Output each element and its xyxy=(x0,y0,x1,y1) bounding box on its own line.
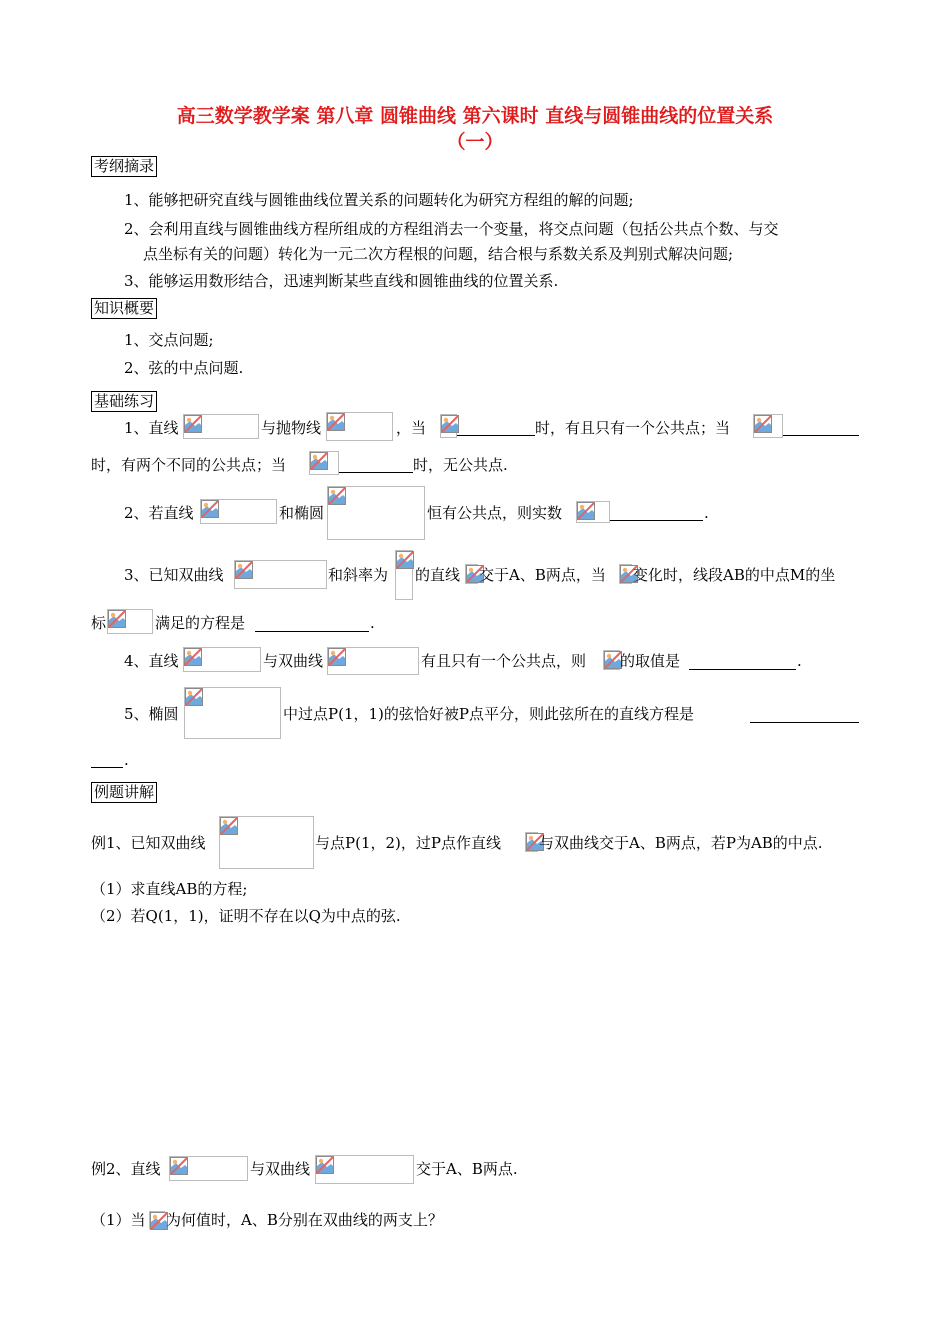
broken-image-icon xyxy=(316,1156,334,1174)
formula-image xyxy=(619,564,632,584)
broken-image-icon xyxy=(185,688,203,706)
formula-image xyxy=(395,550,413,600)
q2-text-b: 和椭圆 xyxy=(279,504,325,522)
answer-blank xyxy=(91,766,123,768)
broken-image-icon xyxy=(201,500,219,518)
q5-text-a: 5、椭圆 xyxy=(124,705,179,723)
q1-text-c: ，当 xyxy=(396,419,427,437)
q3-text-b: 和斜率为 xyxy=(328,566,389,584)
formula-image xyxy=(315,1155,414,1184)
example2-text-c: 交于A、B两点. xyxy=(416,1160,518,1178)
example1-text-a: 例1、已知双曲线 xyxy=(91,834,206,852)
q4-text-a: 4、直线 xyxy=(124,652,179,670)
example2-part-1-a: （1）当 xyxy=(91,1211,146,1229)
formula-image xyxy=(234,560,327,589)
page-subtitle: （一） xyxy=(446,131,504,153)
formula-image xyxy=(753,414,783,438)
broken-image-icon xyxy=(108,610,126,628)
q5-text-b: 中过点P(1，1)的弦恰好被P点平分，则此弦所在的直线方程是 xyxy=(283,705,694,723)
q3-text-a: 3、已知双曲线 xyxy=(124,566,224,584)
q3-text-f: 标 xyxy=(91,614,107,632)
answer-blank xyxy=(339,471,413,473)
answer-blank xyxy=(689,668,796,670)
q1-text-a: 1、直线 xyxy=(124,419,179,437)
formula-image xyxy=(440,414,457,438)
outline-item-3: 3、能够运用数形结合，迅速判断某些直线和圆锥曲线的位置关系. xyxy=(124,272,559,290)
answer-blank xyxy=(783,434,859,436)
broken-image-icon xyxy=(310,452,328,470)
q2-text-c: 恒有公共点，则实数 xyxy=(427,504,563,522)
broken-image-icon xyxy=(328,648,346,666)
section-examples-heading: 例题讲解 xyxy=(91,782,157,803)
section-basic-heading: 基础练习 xyxy=(91,391,157,412)
broken-image-icon xyxy=(754,415,772,433)
formula-image xyxy=(309,451,339,475)
example1-text-b: 与点P(1，2)，过P点作直线 xyxy=(315,834,501,852)
formula-image xyxy=(183,647,261,672)
outline-item-2a: 2、会利用直线与圆锥曲线方程所组成的方程组消去一个变量，将交点问题（包括公共点个数、与交 xyxy=(124,220,779,238)
q3-text-e: 变化时，线段AB的中点M的坐 xyxy=(633,566,836,584)
q4-text-c: 有且只有一个公共点，则 xyxy=(421,652,587,670)
formula-image xyxy=(219,816,314,869)
broken-image-icon xyxy=(396,551,414,569)
formula-image xyxy=(326,412,393,441)
broken-image-icon xyxy=(441,415,459,433)
formula-image xyxy=(107,609,153,634)
example1-part-1: （1）求直线AB的方程; xyxy=(91,880,248,898)
q1-text-d: 时，有且只有一个公共点；当 xyxy=(535,419,731,437)
q3-text-d: 交于A、B两点，当 xyxy=(479,566,606,584)
formula-image xyxy=(576,501,610,523)
formula-image xyxy=(327,647,419,675)
outline-item-2b: 点坐标有关的问题）转化为一元二次方程根的问题，结合根与系数关系及判别式解决问题; xyxy=(143,245,734,263)
section-knowledge-heading: 知识概要 xyxy=(91,298,157,319)
broken-image-icon xyxy=(235,561,253,579)
answer-blank xyxy=(610,519,703,521)
formula-image xyxy=(149,1211,165,1229)
knowledge-item-2: 2、弦的中点问题. xyxy=(124,359,244,377)
answer-blank xyxy=(457,434,535,436)
section-outline-heading: 考纲摘录 xyxy=(91,156,157,177)
example1-part-2: （2）若Q(1，1)，证明不存在以Q为中点的弦. xyxy=(91,907,401,925)
broken-image-icon xyxy=(577,502,595,520)
outline-item-1: 1、能够把研究直线与圆锥曲线位置关系的问题转化为研究方程组的解的问题; xyxy=(124,191,634,209)
example2-text-b: 与双曲线 xyxy=(250,1160,311,1178)
q2-text-a: 2、若直线 xyxy=(124,504,194,522)
knowledge-item-1: 1、交点问题; xyxy=(124,331,214,349)
example2-text-a: 例2、直线 xyxy=(91,1160,161,1178)
q1-text-b: 与抛物线 xyxy=(261,419,322,437)
page-title: 高三数学教学案 第八章 圆锥曲线 第六课时 直线与圆锥曲线的位置关系 xyxy=(176,105,774,127)
q4-text-b: 与双曲线 xyxy=(263,652,324,670)
q3-text-c: 的直线 xyxy=(415,566,461,584)
formula-image xyxy=(603,650,620,670)
q1-text-e: 时，有两个不同的公共点；当 xyxy=(91,456,287,474)
broken-image-icon xyxy=(170,1157,188,1175)
formula-image xyxy=(465,564,478,584)
broken-image-icon xyxy=(327,413,345,431)
q1-text-f: 时，无公共点. xyxy=(413,456,508,474)
q3-text-g: 满足的方程是 xyxy=(155,614,246,632)
q5-text-c: . xyxy=(124,751,129,769)
broken-image-icon xyxy=(220,817,238,835)
broken-image-icon xyxy=(328,487,346,505)
formula-image xyxy=(169,1156,248,1181)
q4-text-e: . xyxy=(797,652,802,670)
q2-text-d: . xyxy=(704,504,709,522)
answer-blank xyxy=(255,630,369,632)
example2-part-1-b: 为何值时，A、B分别在双曲线的两支上？ xyxy=(166,1211,443,1229)
formula-image xyxy=(183,414,259,439)
example1-text-c: 与双曲线交于A、B两点，若P为AB的中点. xyxy=(539,834,823,852)
formula-image xyxy=(327,486,425,540)
formula-image xyxy=(525,832,538,852)
formula-image xyxy=(200,499,277,524)
q3-text-h: . xyxy=(370,614,375,632)
broken-image-icon xyxy=(184,648,202,666)
q4-text-d: 的取值是 xyxy=(620,652,681,670)
answer-blank xyxy=(750,721,859,723)
broken-image-icon xyxy=(184,415,202,433)
formula-image xyxy=(184,687,281,739)
